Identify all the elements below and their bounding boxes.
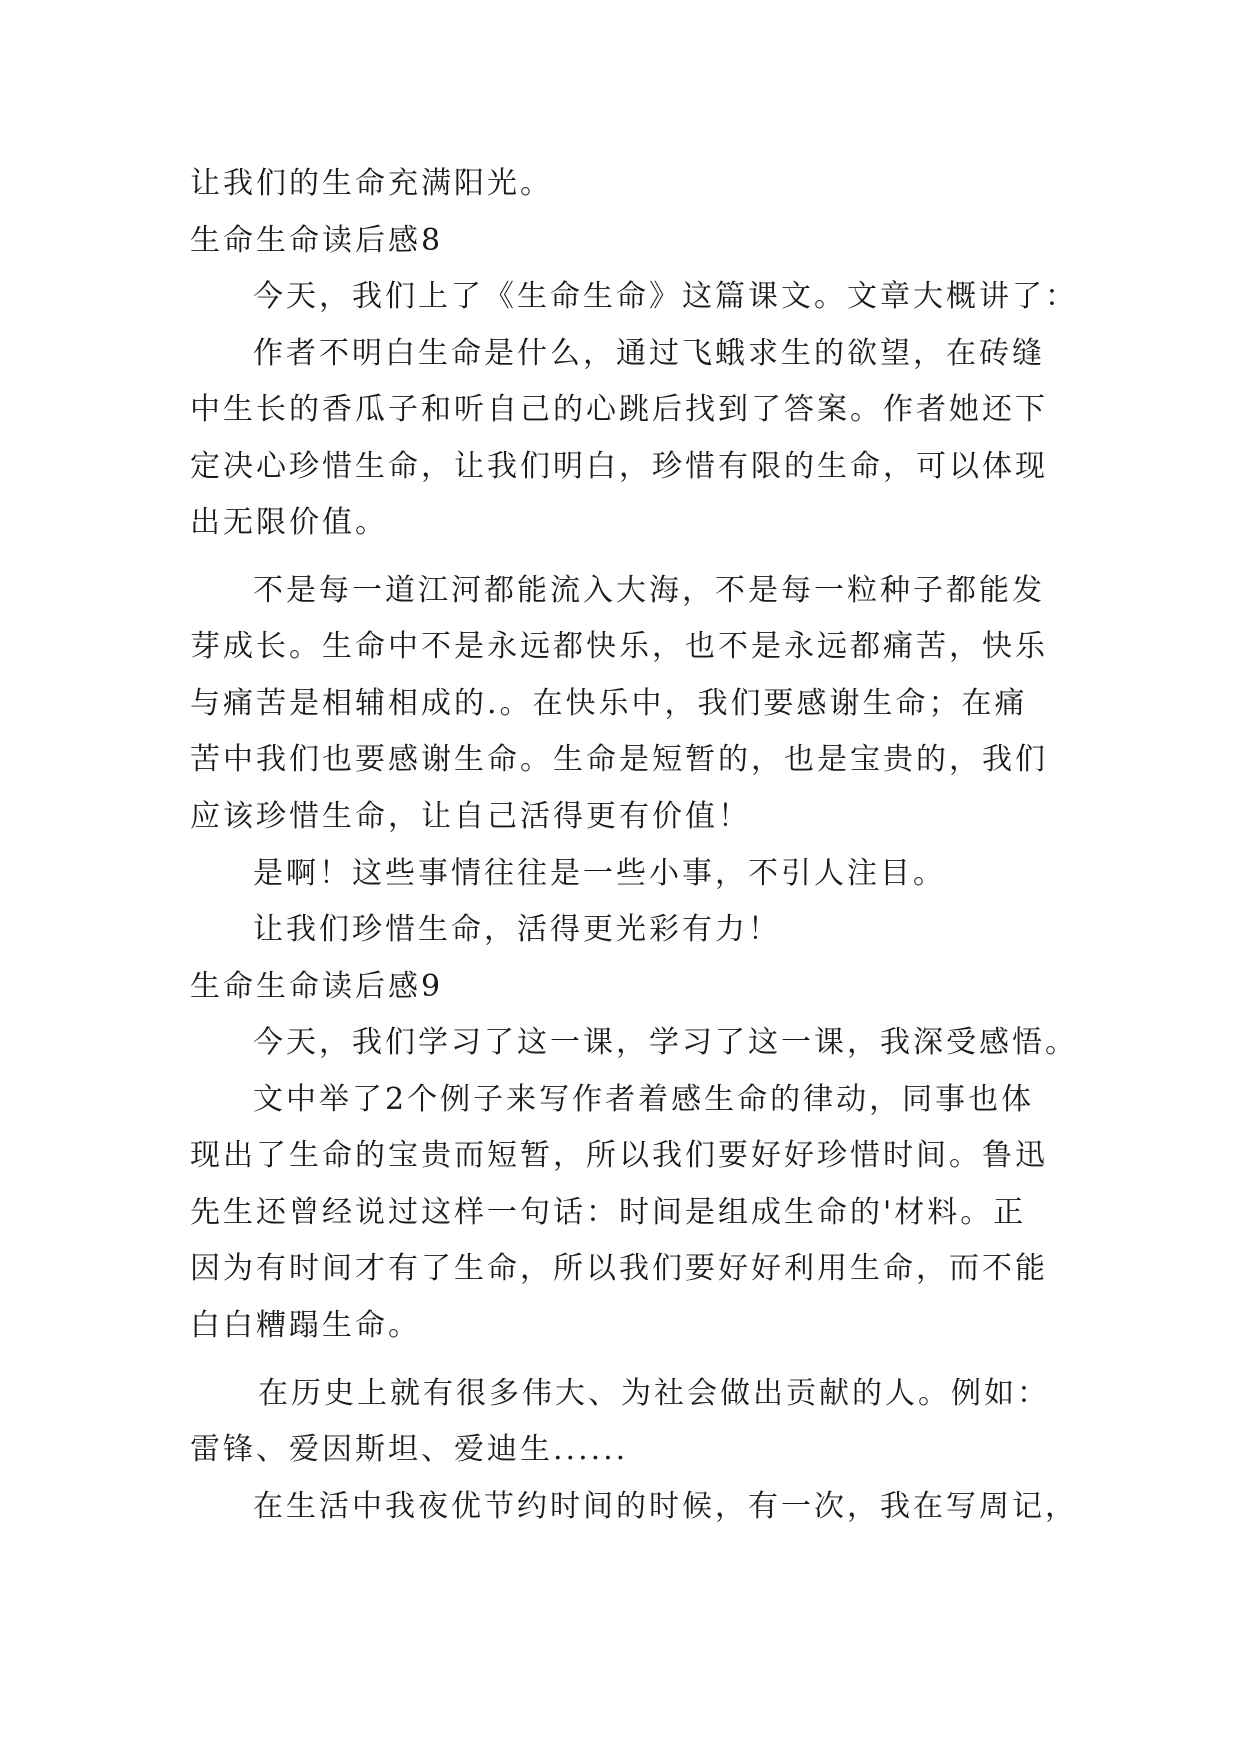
paragraph-line: 现出了生命的宝贵而短暂，所以我们要好好珍惜时间。鲁迅: [190, 1138, 1048, 1173]
paragraph-line: 是啊！这些事情往往是一些小事，不引人注目。: [253, 856, 946, 891]
section-heading: 生命生命读后感9: [190, 969, 444, 1004]
paragraph-line: 在历史上就有很多伟大、为社会做出贡献的人。例如：: [258, 1376, 1050, 1411]
paragraph-line: 与痛苦是相辅相成的.。在快乐中，我们要感谢生命；在痛: [190, 686, 1028, 721]
paragraph-line: 定决心珍惜生命，让我们明白，珍惜有限的生命，可以体现: [190, 449, 1048, 484]
paragraph-line: 让我们珍惜生命，活得更光彩有力！: [253, 912, 781, 947]
paragraph-line: 作者不明白生命是什么，通过飞蛾求生的欲望，在砖缝: [253, 336, 1045, 371]
paragraph-line: 文中举了2个例子来写作者着感生命的律动，同事也体: [253, 1082, 1035, 1117]
paragraph-line: 让我们的生命充满阳光。: [190, 166, 553, 201]
paragraph-line: 先生还曾经说过这样一句话：时间是组成生命的'材料。正: [190, 1195, 1027, 1230]
section-heading: 生命生命读后感8: [190, 223, 444, 258]
paragraph-line: 苦中我们也要感谢生命。生命是短暂的，也是宝贵的，我们: [190, 742, 1048, 777]
paragraph-line: 中生长的香瓜子和听自己的心跳后找到了答案。作者她还下: [190, 392, 1048, 427]
paragraph-line: 因为有时间才有了生命，所以我们要好好利用生命，而不能: [190, 1251, 1048, 1286]
paragraph-line: 今天，我们学习了这一课，学习了这一课，我深受感悟。: [253, 1025, 1078, 1060]
paragraph-line: 应该珍惜生命，让自己活得更有价值！: [190, 799, 751, 834]
paragraph-line: 今天，我们上了《生命生命》这篇课文。文章大概讲了：: [253, 279, 1078, 314]
paragraph-line: 芽成长。生命中不是永远都快乐，也不是永远都痛苦，快乐: [190, 629, 1048, 664]
paragraph-line: 白白糟蹋生命。: [190, 1308, 421, 1343]
paragraph-line: 雷锋、爱因斯坦、爱迪生......: [190, 1432, 629, 1467]
paragraph-line: 不是每一道江河都能流入大海，不是每一粒种子都能发: [253, 573, 1045, 608]
paragraph-line: 在生活中我夜优节约时间的时候，有一次，我在写周记，: [253, 1489, 1078, 1524]
paragraph-line: 出无限价值。: [190, 505, 388, 540]
